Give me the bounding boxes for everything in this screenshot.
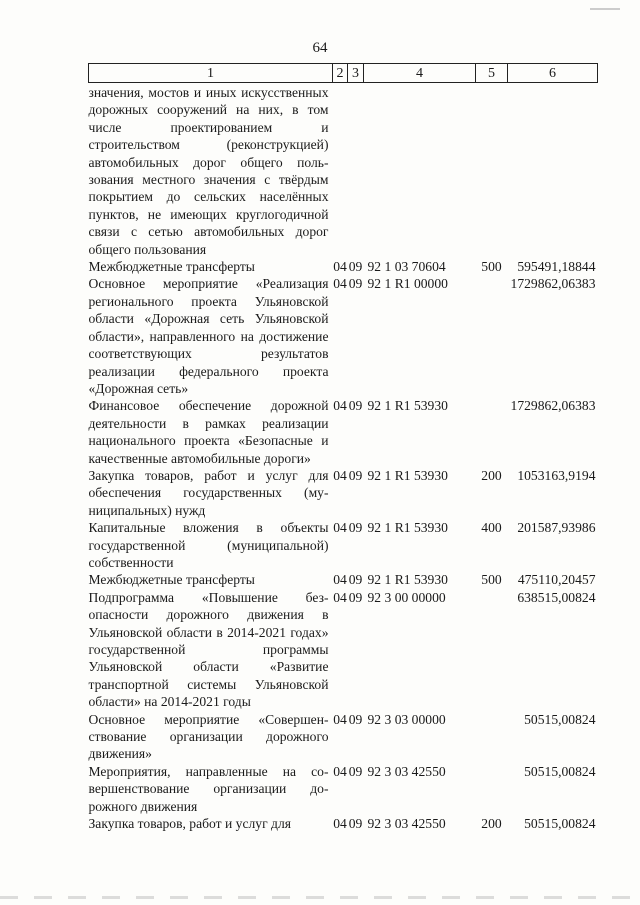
row-amount: 595491,18844 xyxy=(517,259,596,275)
row-subsection: 09 xyxy=(348,589,363,605)
row-target-article xyxy=(364,83,476,259)
row-target-article: 92 3 03 42550 xyxy=(367,763,446,779)
row-subsection: 09 xyxy=(348,259,363,275)
table-row xyxy=(89,711,598,763)
row-target-article: 92 3 03 42550 xyxy=(367,816,446,832)
row-amount: 1053163,9194 xyxy=(517,467,596,483)
header-row xyxy=(89,64,598,83)
row-amount: 475110,20457 xyxy=(517,572,596,588)
row-section: 04 xyxy=(333,589,347,605)
table-row xyxy=(89,519,598,571)
row-target-article: 92 1 R1 53930 xyxy=(367,520,448,536)
row-subsection: 09 xyxy=(348,763,363,779)
table-row xyxy=(89,83,598,259)
table-row xyxy=(89,815,598,832)
table-row xyxy=(89,467,598,519)
row-name: Финансовое обеспечение дорожной деятельности в рамках реализации национального проекта «Безопасные и качественные автомобильные дороги» xyxy=(88,398,329,466)
row-name: Закупка товаров, работ и услуг для xyxy=(88,816,292,832)
row-expense-type: 200 xyxy=(481,467,502,483)
header-col-1: 1 xyxy=(89,64,333,83)
header-col-3: 3 xyxy=(348,64,364,83)
header-col-5: 5 xyxy=(476,64,508,83)
table-row xyxy=(89,275,598,397)
row-target-article: 92 1 R1 53930 xyxy=(367,572,448,588)
row-expense-type: 500 xyxy=(481,259,502,275)
row-amount: 1729862,06383 xyxy=(510,398,596,414)
table-row xyxy=(89,571,598,588)
budget-table xyxy=(88,63,598,832)
row-section: 04 xyxy=(333,816,347,832)
table-body xyxy=(89,83,598,833)
row-target-article: 92 1 R1 53930 xyxy=(367,467,448,483)
header-col-4: 4 xyxy=(364,64,476,83)
row-target-article: 92 3 00 00000 xyxy=(367,589,446,605)
row-subsection: 09 xyxy=(348,520,363,536)
row-subsection: 09 xyxy=(348,711,363,727)
row-section: 04 xyxy=(333,467,347,483)
table-row xyxy=(89,763,598,815)
row-subsection: 09 xyxy=(348,398,363,414)
row-section: 04 xyxy=(333,763,347,779)
row-expense-type xyxy=(476,589,508,711)
row-expense-type xyxy=(476,275,508,397)
row-amount: 1729862,06383 xyxy=(510,276,596,292)
row-name: Капитальные вложения в объекты государственной (муниципальной) собственности xyxy=(88,520,329,570)
row-section: 04 xyxy=(333,398,347,414)
row-subsection: 09 xyxy=(348,816,363,832)
header-col-6: 6 xyxy=(508,64,598,83)
row-section: 04 xyxy=(333,711,347,727)
row-expense-type xyxy=(476,763,508,815)
row-amount: 201587,93986 xyxy=(517,520,596,536)
header-col-2: 2 xyxy=(333,64,348,83)
row-section: 04 xyxy=(333,276,347,292)
row-name: Межбюджетные трансферты xyxy=(88,259,255,275)
row-name: Основное мероприятие «Реализация регионального проекта Ульяновской области «Дорожная сеть Ульяновской области», направленного на достижение соответствующих результатов реализации федерального проекта «Дорожная сеть» xyxy=(88,276,329,396)
row-name: Основное мероприятие «Совершенствование организации дорожного движения» xyxy=(88,711,329,762)
row-subsection: 09 xyxy=(348,467,363,483)
row-expense-type: 500 xyxy=(481,572,502,588)
row-subsection xyxy=(348,83,364,259)
row-section xyxy=(333,83,348,259)
row-expense-type: 400 xyxy=(481,520,502,536)
row-expense-type xyxy=(476,83,508,259)
row-target-article: 92 1 03 70604 xyxy=(367,259,446,275)
row-amount: 50515,00824 xyxy=(524,711,596,727)
scan-artifact-bottom xyxy=(0,896,640,899)
row-subsection: 09 xyxy=(348,572,363,588)
row-target-article: 92 1 R1 53930 xyxy=(367,398,448,414)
row-name: Межбюджетные трансферты xyxy=(88,572,255,588)
row-name: Закупка товаров, работ и услуг для обеспечения государственных (муниципальных) нужд xyxy=(88,467,329,518)
table-header xyxy=(89,64,598,83)
row-target-article: 92 1 R1 00000 xyxy=(367,276,448,292)
page-number: 64 xyxy=(312,40,328,56)
row-amount: 50515,00824 xyxy=(524,763,596,779)
row-name: Мероприятия, направленные на совершенствование организации дорожного движения xyxy=(88,763,329,814)
row-amount xyxy=(508,83,598,259)
row-expense-type xyxy=(476,397,508,467)
row-amount: 50515,00824 xyxy=(524,816,596,832)
table-row xyxy=(89,589,598,711)
row-name: значения, мостов и иных искусственных дорожных сооружений на них, в том числе проектированием и строительством (реконструкцией) автомобильных дорог общего пользования местного значения с твёрдым покрытием до сельских населённых пунктов, не имеющих круглогодичной связи с сетью автомобильных дорог общего пользования xyxy=(88,85,329,257)
table-row xyxy=(89,258,598,275)
row-expense-type xyxy=(476,711,508,763)
row-subsection: 09 xyxy=(348,276,363,292)
row-section: 04 xyxy=(333,520,347,536)
row-expense-type: 200 xyxy=(481,816,502,832)
row-amount: 638515,00824 xyxy=(517,589,596,605)
row-section: 04 xyxy=(333,572,347,588)
row-target-article: 92 3 03 00000 xyxy=(367,711,446,727)
row-section: 04 xyxy=(333,259,347,275)
scan-artifact-top xyxy=(590,8,620,10)
table-row xyxy=(89,397,598,467)
row-name: Подпрограмма «Повышение безопасности дорожного движения в Ульяновской области в 2014-2021 годах» государственной программы Ульяновской области «Развитие транспортной системы Ульяновской области» на 2014-2021 годы xyxy=(88,589,329,710)
